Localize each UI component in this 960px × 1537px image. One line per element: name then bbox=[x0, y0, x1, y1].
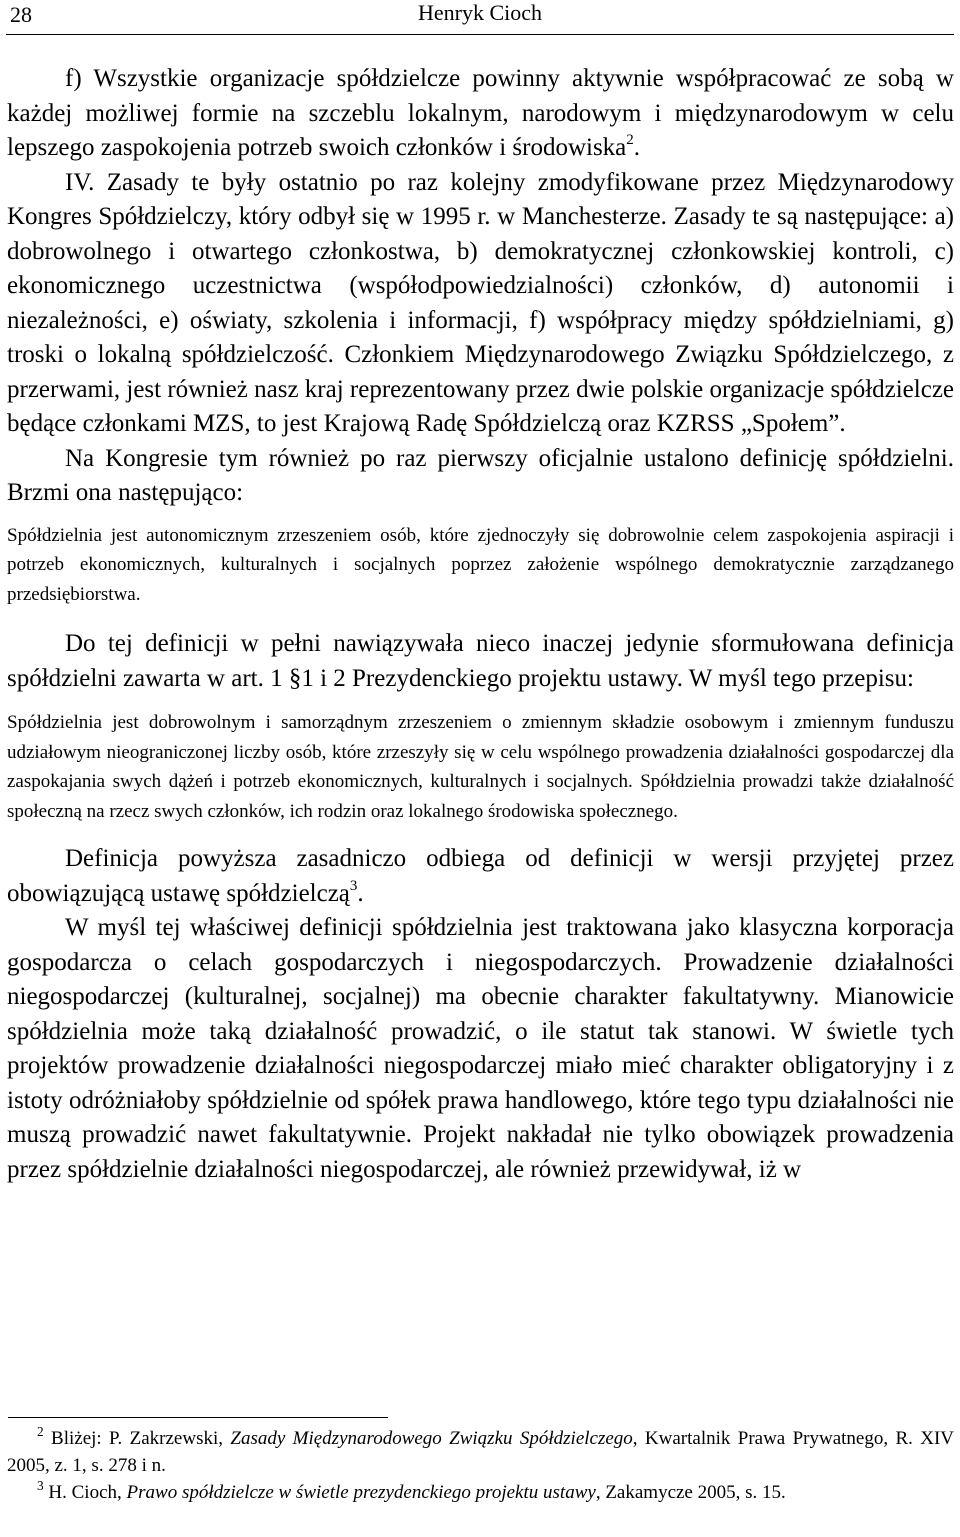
paragraph-definicja-text: Definicja powyższa zasadniczo odbiega od definicji w wersji przyjętej przez obowiązującą ustawę spółdzielczą bbox=[7, 845, 954, 907]
footnote-text: H. Cioch, bbox=[48, 1482, 127, 1503]
paragraph-definicja bbox=[7, 842, 954, 911]
paragraph-prezydencki: Do tej definicji w pełni nawiązywała nieco inaczej jedynie sformułowana definicja spółdzielni zawarta w art. 1 §1 i 2 Prezydenckiego projektu ustawy. W myśl tego przepisu: bbox=[7, 630, 954, 692]
definition-quote-2: Spółdzielnia jest dobrowolnym i samorządnym zrzeszeniem o zmiennym składzie osobowym i zmiennym funduszu udziałowym nieograniczonej liczby osób, które zrzeszyły się w celu wspólnego prowadzenia działalności gospodarczej dla zaspokajania swych dążeń i potrzeb ekonomicznych, kulturalnych i socjalnych. Spółdzielnia prowadzi także działalność społeczną na rzecz swych członków, ich rodzin oraz lokalnego środowiska społecznego. bbox=[7, 712, 954, 822]
paragraph-w-mysl: W myśl tej właściwej definicji spółdzielnia jest traktowana jako klasyczna korporacja gospodarcza o celach gospodarczych i niegospodarczych. Prowadzenie działalności niegospodarczej (kulturalnej, socjalnej) ma obecnie charakter fakultatywny. Mianowicie spółdzielnia może taką działalność prowadzić, o ile statut tak stanowi. W świetle tych projektów prowadzenie działalności niegospodarczej miało mieć charakter obligatoryjny i z istoty odróżniałoby spółdzielnie od spółek prawa handlowego, które tego typu działalności nie muszą prowadzić nawet fakultatywnie. Projekt nakładał nie tylko obowiązek prowadzenia przez spółdzielnie działalności niegospodarczej, ale również przewidywał, iż w bbox=[7, 914, 954, 1183]
paragraph-f-tail: . bbox=[633, 134, 641, 161]
paragraph-f-text: f) Wszystkie organizacje spółdzielcze powinny aktywnie współpracować ze sobą w każdej możliwej formie na szczeblu lokalnym, narodowym i międzynarodowym w celu lepszego zaspokojenia potrzeb swoich członków i środowiska bbox=[7, 65, 954, 161]
running-title: Henryk Cioch bbox=[417, 0, 543, 25]
page-number: 28 bbox=[10, 2, 32, 27]
footnote-2 bbox=[7, 1425, 954, 1479]
footnote-text: , Zakamycze 2005, s. 15. bbox=[595, 1482, 786, 1503]
paragraph-iv: IV. Zasady te były ostatnio po raz kolejny zmodyfikowane przez Międzynarodowy Kongres Spółdzielczy, który odbył się w 1995 r. w Manchesterze. Zasady te są następujące: a) dobrowolnego i otwartego członkostwa, b) demokratycznej członkowskiej kontroli, c) ekonomicznego uczestnictwa (współodpowiedzialności) członków, d) autonomii i niezależności, e) oświaty, szkolenia i informacji, f) współpracy między spółdzielniami, g) troski o lokalną spółdzielczość. Członkiem Międzynarodowego Związku Spółdzielczego, z przerwami, jest również nasz kraj reprezentowany przez dwie polskie organizacje spółdzielcze będące członkami MZS, to jest Krajową Radę Spółdzielczą oraz KZRSS „Społem”. bbox=[7, 168, 955, 437]
footnote-title: Prawo spółdzielcze w świetle prezydenckiego projektu ustawy bbox=[126, 1482, 596, 1503]
footnote-text: Bliżej: P. Zakrzewski, bbox=[51, 1428, 231, 1449]
footnote-number: 2 bbox=[37, 1424, 44, 1440]
paragraph-f bbox=[7, 62, 954, 166]
footnote-separator bbox=[8, 1417, 388, 1418]
footnotes bbox=[7, 1425, 954, 1506]
paragraph-definicja-tail: . bbox=[357, 879, 364, 907]
footnote-number: 3 bbox=[37, 1478, 44, 1494]
footnote-3 bbox=[7, 1479, 954, 1506]
footnote-title: Zasady Międzynarodowego Związku Spółdzielczego bbox=[230, 1428, 633, 1449]
definition-quote-1: Spółdzielnia jest autonomicznym zrzeszeniem osób, które zjednoczyły się dobrowolnie celem zaspokojenia aspiracji i potrzeb ekonomicznych, kulturalnych i socjalnych poprzez założenie wspólnego demokratycznie zarządzanego przedsiębiorstwa. bbox=[7, 524, 954, 605]
footnote-ref-2[interactable]: 2 bbox=[626, 131, 634, 148]
footnote-ref-3[interactable]: 3 bbox=[349, 877, 358, 894]
footnote-text: , Kwartalnik Prawa Prywatnego, R. XIV 2005, z. 1, s. 278 i n. bbox=[7, 1428, 955, 1476]
page-header bbox=[6, 0, 954, 35]
page-body bbox=[7, 62, 954, 1187]
paragraph-kongres: Na Kongresie tym również po raz pierwszy oficjalnie ustalono definicję spółdzielni. Brzmi ona następująco: bbox=[7, 444, 954, 506]
